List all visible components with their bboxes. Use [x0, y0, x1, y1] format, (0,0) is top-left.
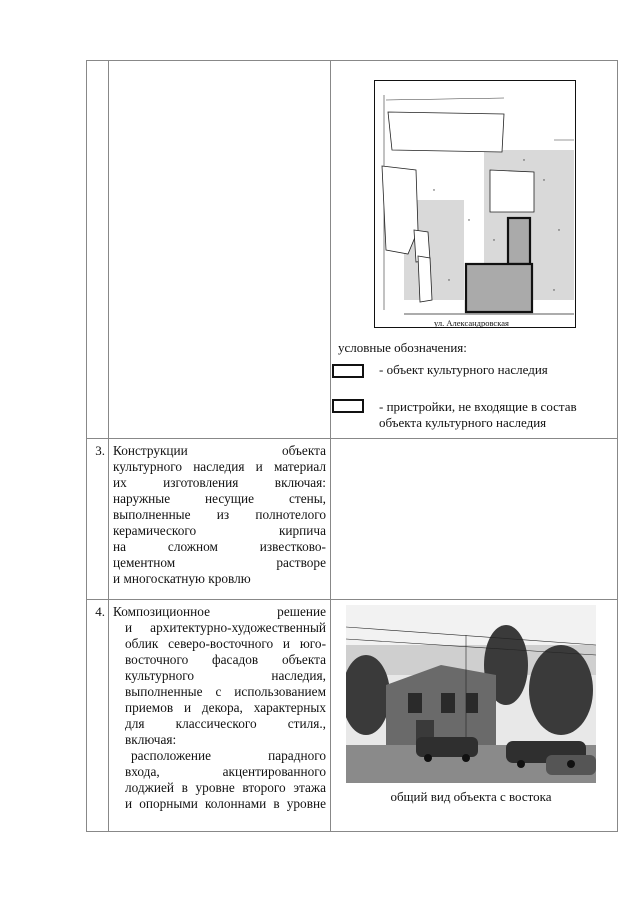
row-number — [87, 61, 109, 439]
text-line: восточного фасадов объекта — [125, 652, 326, 667]
text-line: и опорными колоннами в уровне — [125, 796, 326, 811]
legend-title: условные обозначения: — [338, 340, 467, 355]
text-line: для классического стиля., — [125, 716, 326, 731]
legend-extension-label — [379, 399, 577, 431]
row-description — [109, 439, 331, 600]
row-number: 3. — [87, 439, 109, 600]
text-line: выполненные из полнотелого — [113, 507, 326, 522]
text-line: культурного наследия и материал — [113, 459, 326, 474]
photo-caption: общий вид объекта с востока — [390, 789, 552, 804]
text-line: приемов и декора, характерных — [125, 700, 326, 715]
text-line: выполненные с использованием — [125, 684, 326, 699]
text-line: Композиционное решение — [113, 604, 326, 619]
building-photo — [346, 605, 596, 783]
text-line: расположение парадного — [131, 748, 326, 763]
legend-line: - объект культурного наследия — [379, 362, 548, 377]
text-line: их изготовления включая: — [113, 475, 326, 490]
row-illustration-cell — [331, 439, 618, 600]
text-line: и архитектурно-художественный — [125, 620, 326, 635]
text-line: облик северо-восточного и юго- — [125, 636, 326, 651]
table-row — [87, 439, 618, 600]
text-line: Конструкции объекта — [113, 443, 326, 458]
text-line: и многоскатную кровлю — [113, 571, 251, 586]
text-line: входа, акцентированного — [125, 764, 326, 779]
row-number: 4. — [87, 600, 109, 832]
text-line: культурного наследия, — [125, 668, 326, 683]
legend-heritage-label — [379, 362, 548, 378]
row-description — [109, 61, 331, 439]
row-description — [109, 600, 331, 832]
text-line: лоджией в уровне второго этажа — [125, 780, 326, 795]
street-label: ул. Александровская — [434, 318, 509, 328]
legend-extension-swatch — [332, 399, 364, 413]
legend-heritage-swatch — [332, 364, 364, 378]
text-line: наружные несущие стены, — [113, 491, 326, 506]
site-plan-drawing — [374, 80, 576, 328]
text-line: цементном растворе — [113, 555, 326, 570]
legend-line: - пристройки, не входящие в состав — [379, 399, 577, 414]
text-line: на сложном известково- — [113, 539, 326, 554]
text-line: включая: — [125, 732, 177, 747]
text-line: керамического кирпича — [113, 523, 326, 538]
legend-line: объекта культурного наследия — [379, 415, 547, 430]
